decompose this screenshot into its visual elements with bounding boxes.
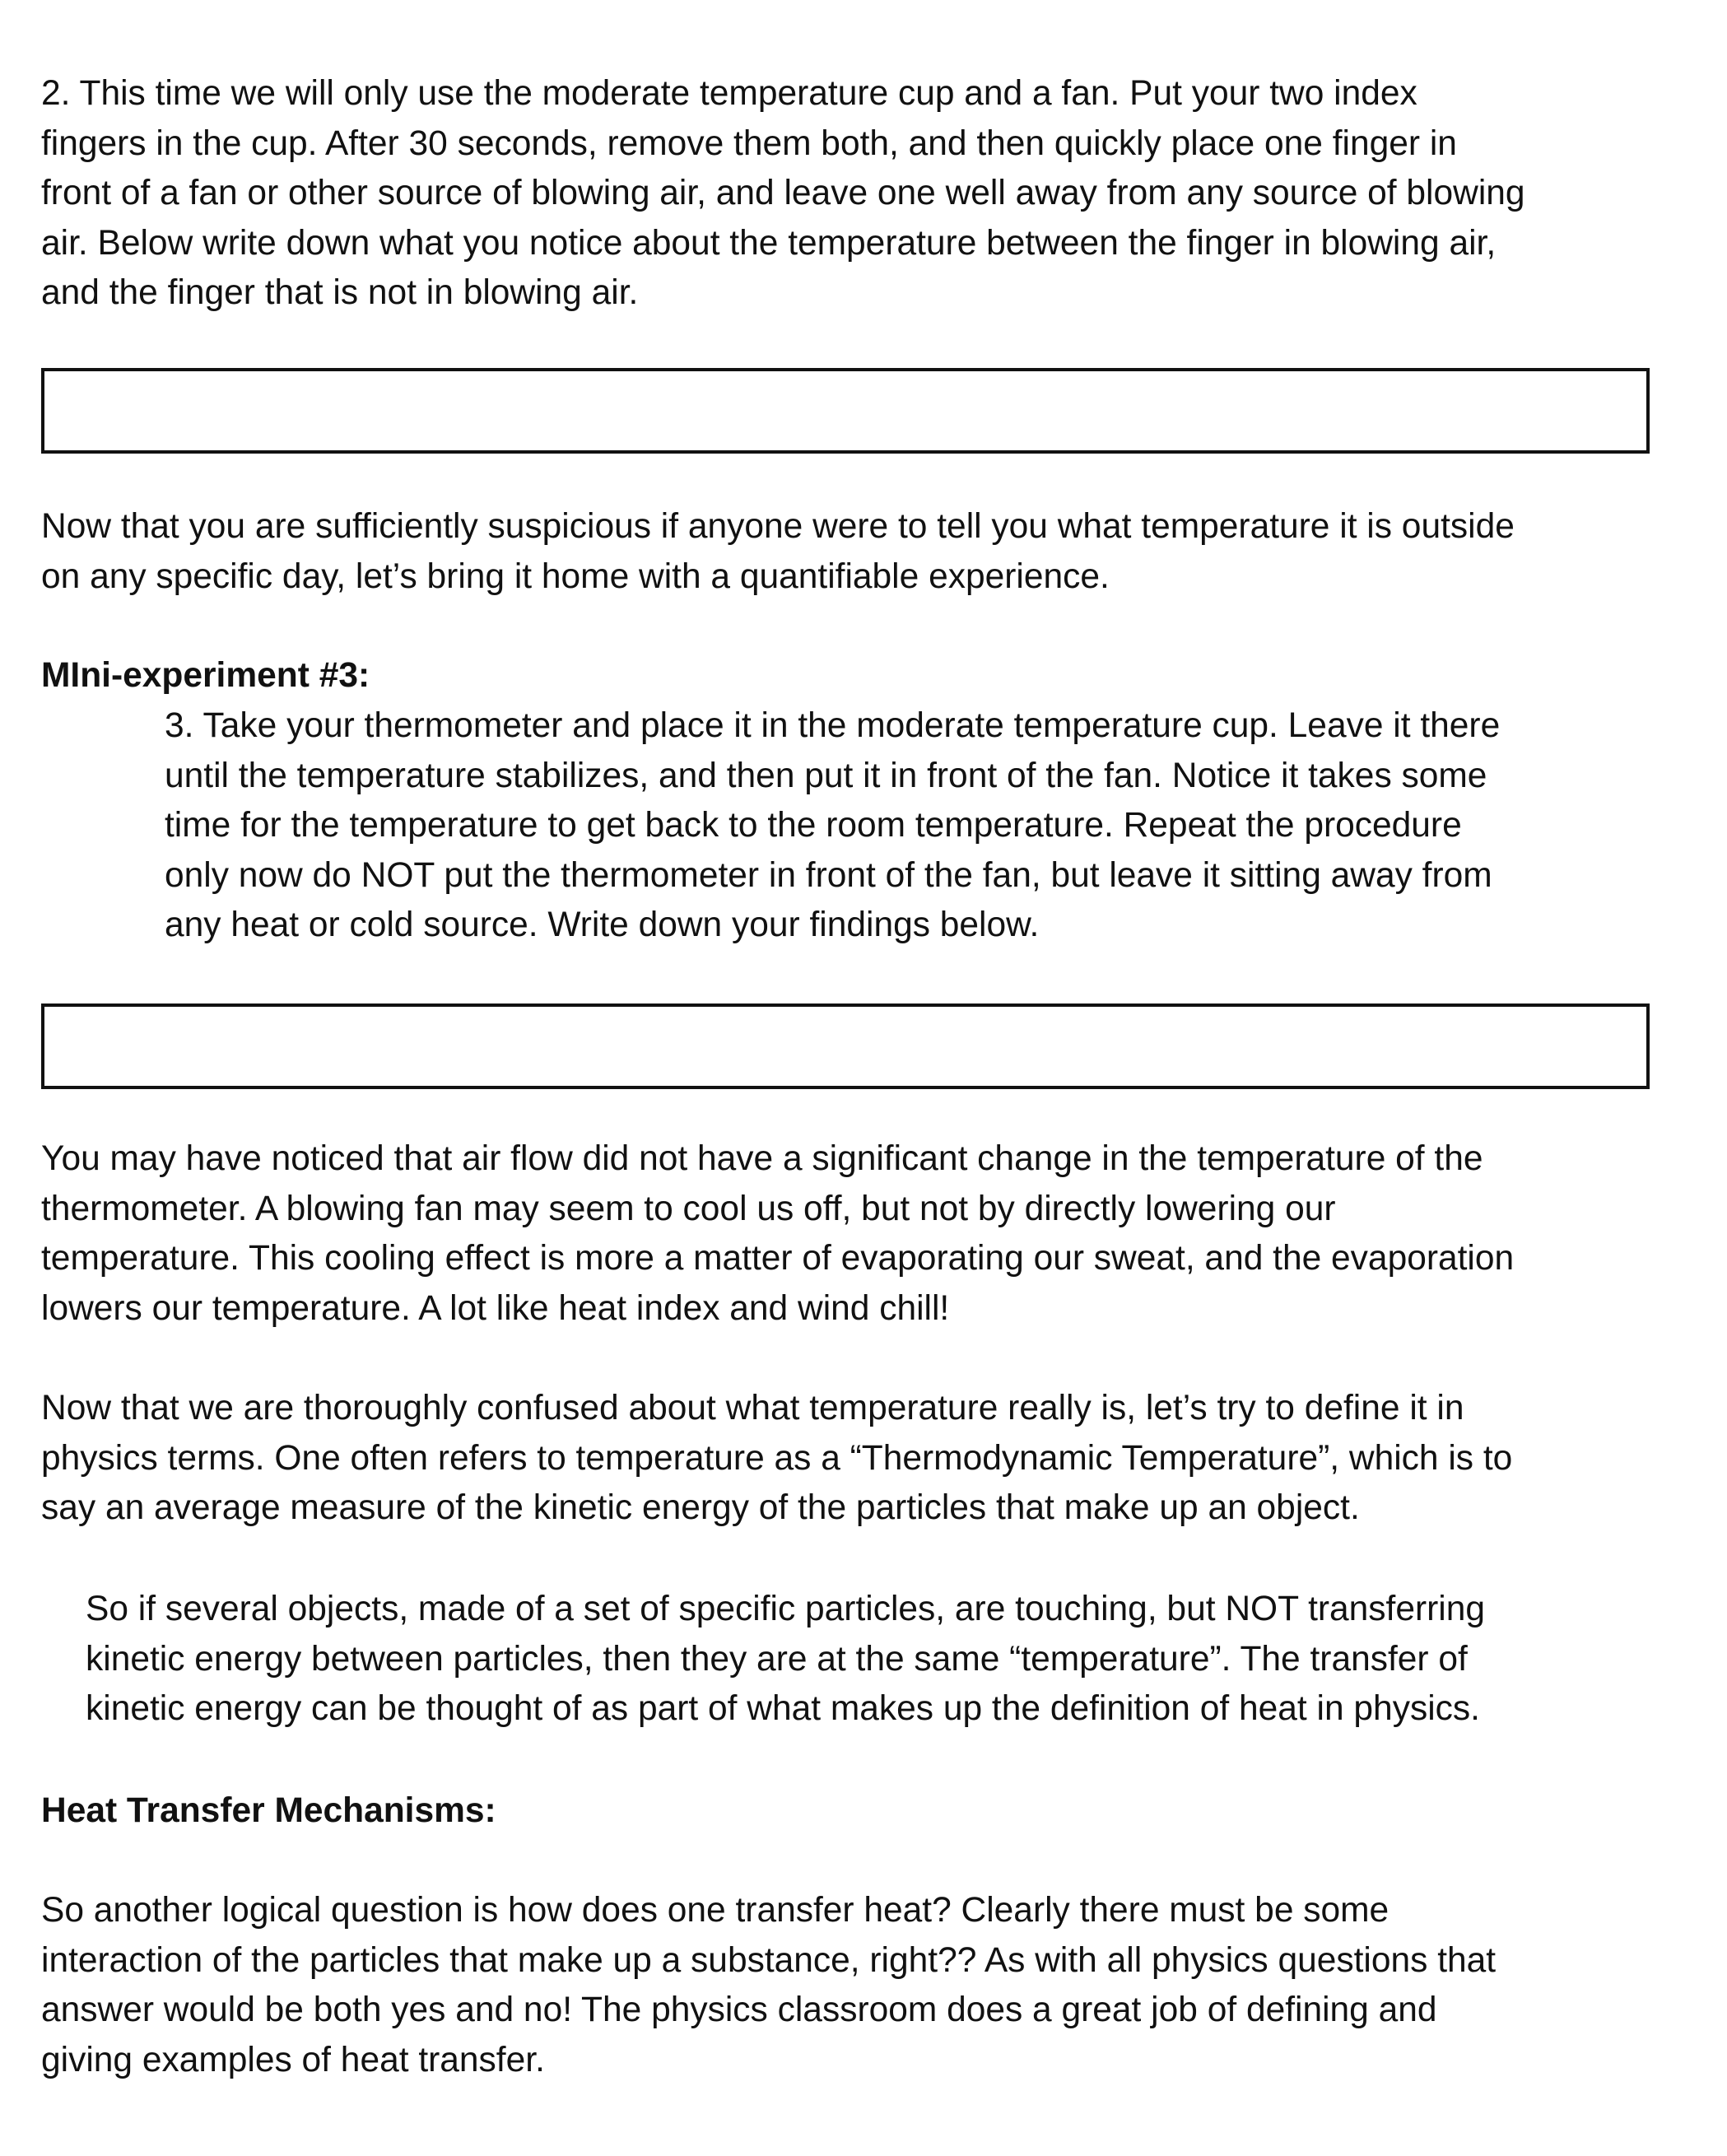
heat-transfer-paragraph (41, 1886, 1687, 2085)
text-line: until the temperature stabilizes, and then put it in front of the fan. Notice it takes some (165, 756, 1487, 795)
text-line: temperature. This cooling effect is more a matter of evaporating our sweat, and the evaporation (41, 1239, 1515, 1278)
answer-box-task-2[interactable] (41, 368, 1650, 454)
text-line: So if several objects, made of a set of specific particles, are touching, but NOT transferring (86, 1590, 1486, 1628)
text-line: 2. This time we will only use the moderate temperature cup and a fan. Put your two index (41, 74, 1417, 113)
text-line: front of a fan or other source of blowing air, and leave one well away from any source of blowing (41, 174, 1525, 212)
define-temperature-paragraph (41, 1384, 1687, 1534)
text-line: kinetic energy can be thought of as part of what makes up the definition of heat in physics. (86, 1689, 1480, 1728)
text-line: physics terms. One often refers to temperature as a “Thermodynamic Temperature”, which is to (41, 1438, 1513, 1478)
text-line: say an average measure of the kinetic energy of the particles that make up an object. (41, 1488, 1360, 1527)
answer-box-mini-experiment-3[interactable] (41, 1003, 1650, 1089)
suspicious-paragraph (41, 502, 1687, 602)
text-line: kinetic energy between particles, then they are at the same “temperature”. The transfer of (86, 1639, 1468, 1679)
text-line: time for the temperature to get back to the room temperature. Repeat the procedure (165, 806, 1462, 845)
text-line: lowers our temperature. A lot like heat index and wind chill! (41, 1288, 950, 1328)
text-line: interaction of the particles that make up a substance, right?? As with all physics questions that (41, 1940, 1497, 1980)
airflow-paragraph (41, 1134, 1687, 1334)
several-objects-paragraph (86, 1585, 1683, 1735)
task-2-instructions (41, 69, 1687, 319)
heat-transfer-heading: Heat Transfer Mechanisms: (41, 1791, 496, 1830)
text-line: So another logical question is how does one transfer heat? Clearly there must be some (41, 1891, 1390, 1930)
mini-experiment-3-heading: MIni-experiment #3: (41, 656, 370, 695)
text-line: any heat or cold source. Write down your findings below. (165, 906, 1040, 944)
text-line: answer would be both yes and no! The physics classroom does a great job of defining and (41, 1991, 1437, 2029)
text-line: fingers in the cup. After 30 seconds, remove them both, and then quickly place one finger in (41, 123, 1457, 163)
text-line: only now do NOT put the thermometer in front of the fan, but leave it sitting away from (165, 855, 1492, 895)
text-line: Now that we are thoroughly confused about what temperature really is, let’s try to define it in (41, 1389, 1464, 1427)
text-line: thermometer. A blowing fan may seem to cool us off, but not by directly lowering our (41, 1189, 1336, 1228)
text-line: 3. Take your thermometer and place it in the moderate temperature cup. Leave it there (165, 706, 1501, 745)
text-line: You may have noticed that air flow did not have a significant change in the temperature of the (41, 1139, 1483, 1178)
text-line: Now that you are sufficiently suspicious if anyone were to tell you what temperature it is outside (41, 507, 1515, 546)
text-line: and the finger that is not in blowing air. (41, 273, 639, 312)
mini-experiment-3-instructions (165, 701, 1687, 951)
text-line: giving examples of heat transfer. (41, 2040, 545, 2079)
text-line: on any specific day, let’s bring it home with a quantifiable experience. (41, 556, 1110, 596)
text-line: air. Below write down what you notice about the temperature between the finger in blowing air, (41, 223, 1497, 263)
